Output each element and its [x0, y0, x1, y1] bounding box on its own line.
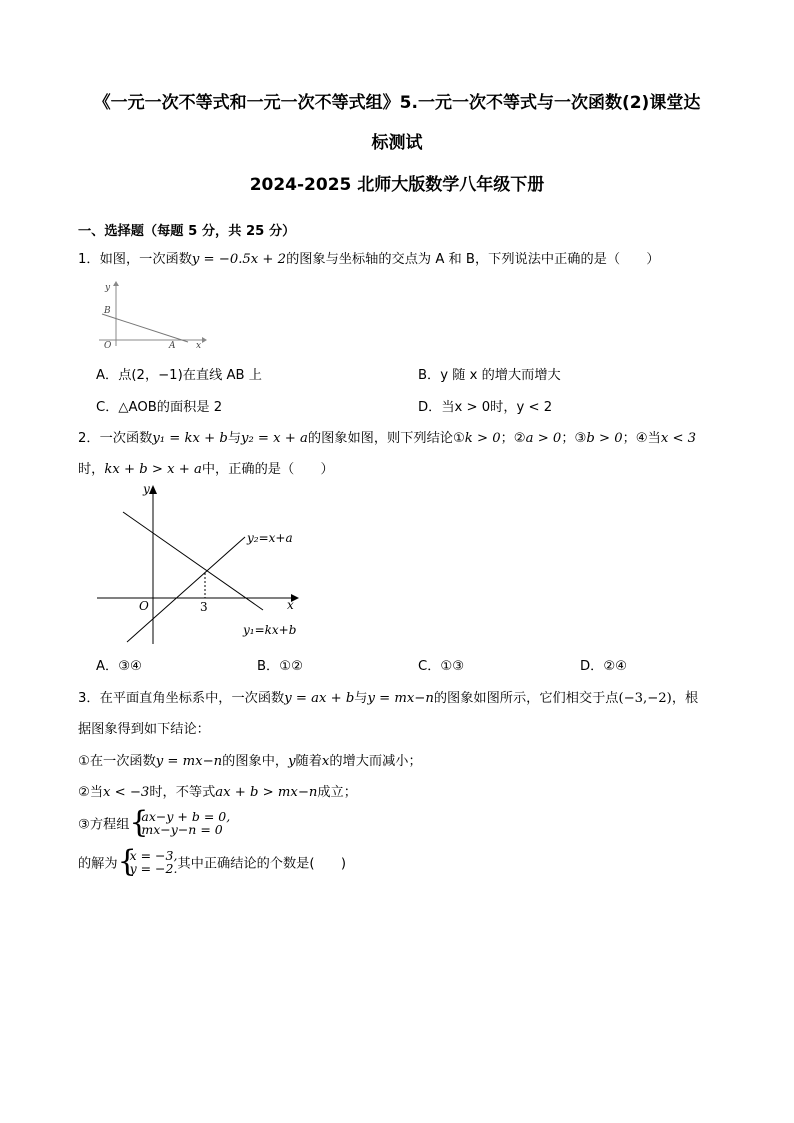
q1-option-d: [418, 396, 552, 415]
q2-option-d-text: ②④: [603, 659, 627, 674]
q2-option-a: [96, 655, 142, 674]
q2-stem-line-2: [78, 458, 334, 477]
q2-option-c-text: ①③: [440, 659, 465, 674]
q3-c3-system: [129, 805, 231, 840]
q3-l1-c: 的图象如图所示，它们相交于点: [433, 691, 619, 706]
q3-c3-brace: {: [129, 805, 149, 840]
q3-c1-c: 随着: [295, 754, 322, 769]
q3-c4-brace: {: [117, 844, 137, 879]
title-line-2: 标测试: [371, 133, 423, 153]
q2-number: 2．: [78, 431, 100, 446]
q1-figure: [96, 278, 208, 348]
q1-option-c-text: △AOB的面积是 2: [118, 400, 223, 415]
q3-c2-a: ②当: [78, 785, 104, 800]
q3-c1-x: x: [321, 754, 330, 769]
q1-option-d-letter: D．: [418, 400, 442, 415]
q1-x-arrow: [202, 337, 207, 343]
q1-label-a: A: [169, 341, 176, 348]
q1-line-ab: [102, 314, 188, 342]
q3-conclusion-4: [78, 844, 346, 879]
q3-conclusion-2: [78, 781, 357, 800]
q2-line-y1: [123, 512, 263, 610]
q2-option-a-letter: A．: [96, 659, 119, 674]
q1-label-x: x: [196, 341, 202, 348]
q2-l1-d: ；②: [500, 431, 526, 446]
q3-stem-line-2: 据图象得到如下结论：: [78, 722, 210, 737]
q3-formula-2: y = mx−n: [367, 691, 434, 706]
q2-l1-f: ；④当: [622, 431, 661, 446]
q3-c4-system: [117, 844, 178, 879]
q1-option-b-text: y 随 x 的增大而增大: [440, 368, 561, 383]
q1-option-a-letter: A．: [96, 368, 119, 383]
q2-formula-y1: y₁ = kx + b: [152, 431, 228, 446]
q2-y-arrow: [149, 485, 157, 494]
q2-line-y2: [127, 537, 245, 642]
q1-option-a: [96, 364, 262, 383]
q3-c2-formula-2: ax + b > mx−n: [215, 785, 318, 800]
q2-label-3: 3: [200, 600, 208, 614]
q1-label-y: y: [105, 283, 111, 293]
q2-label-y: y: [143, 482, 150, 496]
q3-c1-y: y: [288, 754, 296, 769]
q3-c4-a: 的解为: [78, 856, 118, 872]
q3-c3-a: ③方程组: [78, 817, 130, 833]
q3-c2-b: 时，不等式: [149, 785, 216, 800]
q3-c4-b: 其中正确结论的个数是( ): [177, 856, 346, 872]
q2-label-x: x: [287, 598, 294, 612]
q3-l1-a: 在平面直角坐标系中，一次函数: [99, 691, 285, 706]
q2-l1-a: 一次函数: [99, 431, 153, 446]
q2-label-y2: y₂=x+a: [247, 531, 293, 545]
q2-option-d: [580, 655, 627, 674]
q2-figure: [95, 482, 315, 644]
q3-c4-row-1: x = −3,: [129, 848, 178, 863]
q3-conclusion-1: [78, 750, 422, 769]
section-heading: 一、选择题（每题 5 分，共 25 分）: [78, 224, 296, 239]
q2-stem-line-1: [78, 427, 696, 446]
q3-conclusion-3: [78, 805, 231, 840]
q3-c3-row-1: ax−y + b = 0,: [141, 809, 231, 824]
q2-option-b-text: ①②: [279, 659, 303, 674]
q3-c1-d: 的增大而减小；: [329, 754, 422, 769]
q3-c4-row-2: y = −2.: [129, 861, 178, 876]
q3-c1-a: ①在一次函数: [78, 754, 156, 769]
q2-cond-4: x < 3: [660, 431, 697, 446]
q2-l2-a: 时，: [78, 462, 105, 477]
q3-number: 3．: [78, 691, 100, 706]
q1-option-c-letter: C．: [96, 400, 119, 415]
title-line-1: 《一元一次不等式和一元一次不等式组》5.一元一次不等式与一次函数(2)课堂达: [93, 93, 701, 113]
q3-l1-b: 与: [354, 691, 368, 706]
q2-cond-3: b > 0: [586, 431, 623, 446]
q2-cond-2: a > 0: [525, 431, 562, 446]
q1-formula: y = −0.5x + 2: [191, 252, 287, 267]
q1-number: 1．: [78, 252, 100, 267]
q3-formula-1: y = ax + b: [284, 691, 355, 706]
q1-option-b: [418, 364, 561, 383]
q2-l2-formula: kx + b > x + a: [104, 462, 202, 477]
q2-label-y1: y₁=kx+b: [243, 623, 297, 637]
q1-option-b-letter: B．: [418, 368, 441, 383]
q2-label-o: O: [139, 599, 149, 613]
q3-c3-row-2: mx−y−n = 0: [141, 822, 223, 837]
q1-option-c: [96, 396, 222, 415]
q3-c1-b: 的图象中，: [222, 754, 289, 769]
q3-c2-formula-1: x < −3: [103, 785, 150, 800]
q1-option-d-text: 当x > 0时，y < 2: [441, 400, 553, 415]
q1-y-arrow: [113, 281, 119, 286]
q1-text-a: 如图，一次函数: [99, 252, 192, 267]
q2-l2-b: 中，正确的是（ ）: [201, 462, 334, 477]
q1-label-o: O: [104, 341, 112, 348]
q2-l1-c: 的图象如图，则下列结论①: [307, 431, 465, 446]
q2-option-b: [257, 655, 303, 674]
q3-l1-d: ，根: [671, 691, 699, 706]
q2-option-d-letter: D．: [580, 659, 604, 674]
q1-text-b: 的图象与坐标轴的交点为 A 和 B，下列说法中正确的是（ ）: [286, 252, 660, 267]
q2-option-c: [418, 655, 464, 674]
q1-option-a-text: 点(2，−1)在直线 AB 上: [118, 368, 262, 383]
q2-option-c-letter: C．: [418, 659, 441, 674]
q1-label-b: B: [104, 306, 111, 316]
q3-c2-c: 成立；: [317, 785, 357, 800]
q2-l1-b: 与: [227, 431, 241, 446]
q3-stem-line-1: [78, 687, 698, 706]
q2-option-a-text: ③④: [118, 659, 142, 674]
q2-cond-1: k > 0: [464, 431, 501, 446]
q2-option-b-letter: B．: [257, 659, 280, 674]
q1-stem: [78, 248, 660, 267]
q3-c1-formula: y = mx−n: [155, 754, 223, 769]
q2-l1-e: ；③: [561, 431, 587, 446]
q2-formula-y2: y₂ = x + a: [241, 431, 308, 446]
q3-point: (−3,−2): [618, 691, 672, 706]
title-line-3: 2024-2025 北师大版数学八年级下册: [249, 175, 545, 195]
